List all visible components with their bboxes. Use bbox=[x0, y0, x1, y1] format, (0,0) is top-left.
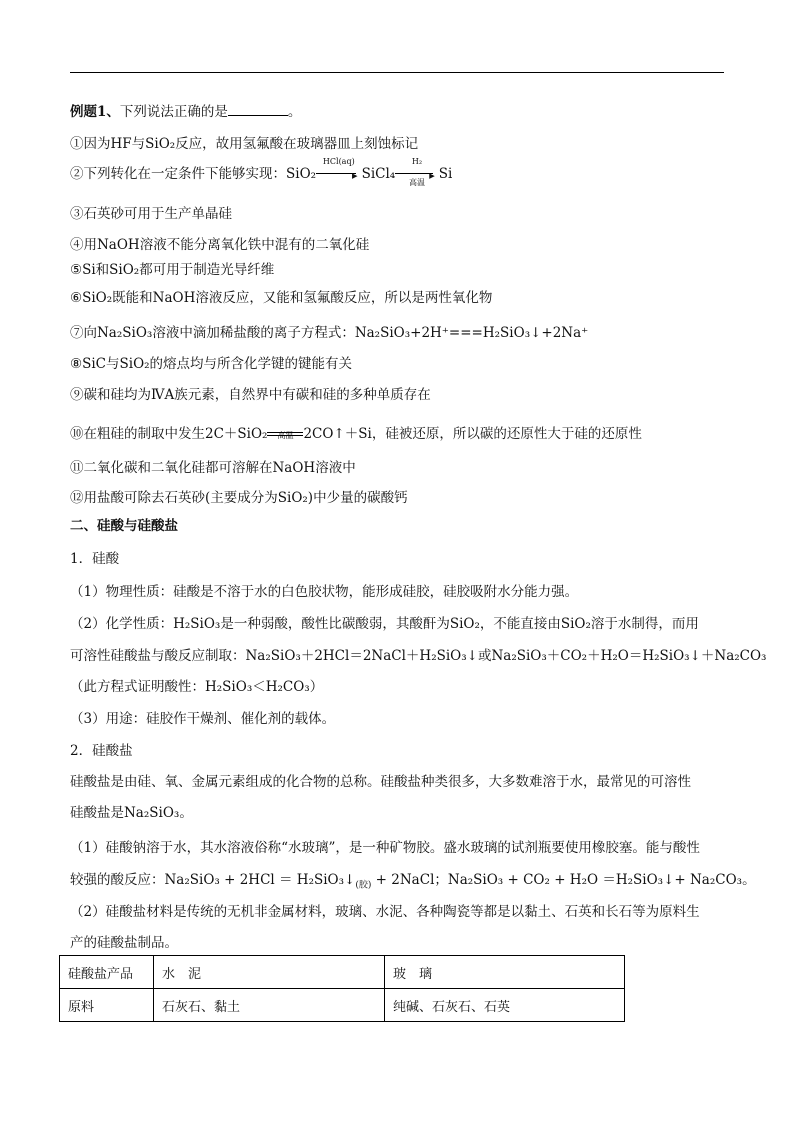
statement-2 bbox=[70, 157, 730, 187]
subheading-silicic-acid: 1．硅酸 bbox=[70, 551, 120, 567]
water-glass-eq-1: 较强的酸反应：Na₂SiO₃ + 2HCl ＝ H₂SiO₃↓ bbox=[70, 872, 356, 888]
subheading-silicates: 2．硅酸盐 bbox=[70, 743, 133, 759]
paragraph-materials-1: （2）硅酸盐材料是传统的无机非金属材料，玻璃、水泥、各种陶瓷等都是以黏土、石英和长石等为原料生 bbox=[70, 904, 700, 920]
statement-2-end: Si bbox=[438, 166, 453, 182]
example-stem: 下列说法正确的是 bbox=[119, 104, 228, 120]
paragraph-physical: （1）物理性质：硅酸是不溶于水的白色胶状物，能形成硅胶，硅胶吸附水分能力强。 bbox=[70, 584, 579, 600]
arrow-condition-hightemp: 高温 bbox=[408, 178, 425, 187]
paragraph-chemical-1: （2）化学性质：H₂SiO₃是一种弱酸，酸性比碳酸弱，其酸酐为SiO₂，不能直接由SiO₂溶于水制得，而用 bbox=[70, 616, 699, 632]
statement-3: ③石英砂可用于生产单晶硅 bbox=[70, 206, 232, 222]
table-row bbox=[60, 989, 625, 1022]
paragraph-chemical-3: （此方程式证明酸性：H₂SiO₃＜H₂CO₃） bbox=[70, 679, 324, 695]
silicate-products-table bbox=[59, 955, 625, 1022]
statement-2-prefix: ②下列转化在一定条件下能够实现：SiO₂ bbox=[70, 166, 317, 182]
reaction-arrow-h2: H₂ 高温 ▸ bbox=[395, 165, 439, 184]
paragraph-water-glass-2 bbox=[70, 871, 756, 891]
arrow-condition-h2: H₂ bbox=[411, 157, 423, 166]
example-title: 例题1、 bbox=[70, 104, 120, 120]
statement-1: ①因为HF与SiO₂反应，故用氢氟酸在玻璃器皿上刻蚀标记 bbox=[70, 136, 419, 152]
statement-11: ⑪二氧化碳和二氧化硅都可溶解在NaOH溶液中 bbox=[70, 460, 356, 476]
statement-6: ⑥SiO₂既能和NaOH溶液反应，又能和氢氟酸反应，所以是两性氧化物 bbox=[70, 290, 493, 306]
paragraph-materials-2: 产的硅酸盐制品。 bbox=[70, 935, 178, 951]
header-rule bbox=[70, 72, 724, 73]
statement-12: ⑫用盐酸可除去石英砂(主要成分为SiO₂)中少量的碳酸钙 bbox=[70, 490, 408, 506]
statement-10 bbox=[70, 425, 730, 443]
paragraph-water-glass-1: （1）硅酸钠溶于水，其水溶液俗称“水玻璃”，是一种矿物胶。盛水玻璃的试剂瓶要使用橡胶塞。能与酸性 bbox=[70, 840, 700, 856]
paragraph-silicate-1: 硅酸盐是由硅、氧、金属元素组成的化合物的总称。硅酸盐种类很多，大多数难溶于水，最常见的可溶性 bbox=[70, 774, 691, 790]
paragraph-silicate-2: 硅酸盐是Na₂SiO₃。 bbox=[70, 805, 193, 821]
answer-blank[interactable] bbox=[228, 103, 288, 116]
table-cell: 原料 bbox=[60, 989, 154, 1022]
paragraph-chemical-2: 可溶性硅酸盐与酸反应制取：Na₂SiO₃＋2HCl＝2NaCl＋H₂SiO₃↓或Na₂SiO₃＋CO₂＋H₂O＝H₂SiO₃↓＋Na₂CO₃ bbox=[70, 648, 767, 664]
table-cell: 硅酸盐产品 bbox=[60, 956, 154, 989]
statement-10-suffix: 2CO↑＋Si，硅被还原，所以碳的还原性大于硅的还原性 bbox=[303, 426, 642, 442]
statement-5: ⑤Si和SiO₂都可用于制造光导纤维 bbox=[70, 262, 275, 278]
table-row bbox=[60, 956, 625, 989]
statement-8: ⑧SiC与SiO₂的熔点均与所含化学键的键能有关 bbox=[70, 356, 353, 372]
equals-condition: 高温 bbox=[277, 431, 294, 440]
example-stem-end: 。 bbox=[287, 104, 302, 120]
statement-7: ⑦向Na₂SiO₃溶液中滴加稀盐酸的离子方程式：Na₂SiO₃+2H⁺===H₂SiO₃↓+2Na⁺ bbox=[70, 325, 589, 341]
table-cell: 玻 璃 bbox=[385, 956, 625, 989]
example-question-stem bbox=[70, 103, 730, 121]
statement-4: ④用NaOH溶液不能分离氧化铁中混有的二氧化硅 bbox=[70, 237, 370, 253]
table-cell: 石灰石、黏土 bbox=[154, 989, 385, 1022]
paragraph-uses: （3）用途：硅胶作干燥剂、催化剂的载体。 bbox=[70, 711, 336, 727]
statement-2-mid: SiCl₄ bbox=[361, 166, 396, 182]
gel-subscript: (胶) bbox=[355, 880, 372, 891]
statement-9: ⑨碳和硅均为ⅣA族元素，自然界中有碳和硅的多种单质存在 bbox=[70, 387, 431, 403]
statement-10-prefix: ⑩在粗硅的制取中发生2C＋SiO₂ bbox=[70, 426, 268, 442]
reaction-arrow-hcl: HCl(aq) ▸ bbox=[316, 165, 362, 184]
table-cell: 纯碱、石灰石、石英 bbox=[385, 989, 625, 1022]
table-cell: 水 泥 bbox=[154, 956, 385, 989]
arrow-condition-hcl: HCl(aq) bbox=[322, 157, 355, 166]
water-glass-eq-2: + 2NaCl；Na₂SiO₃ + CO₂ + H₂O ＝H₂SiO₃↓+ Na₂CO₃。 bbox=[371, 872, 756, 888]
section-heading: 二、硅酸与硅酸盐 bbox=[70, 518, 178, 534]
